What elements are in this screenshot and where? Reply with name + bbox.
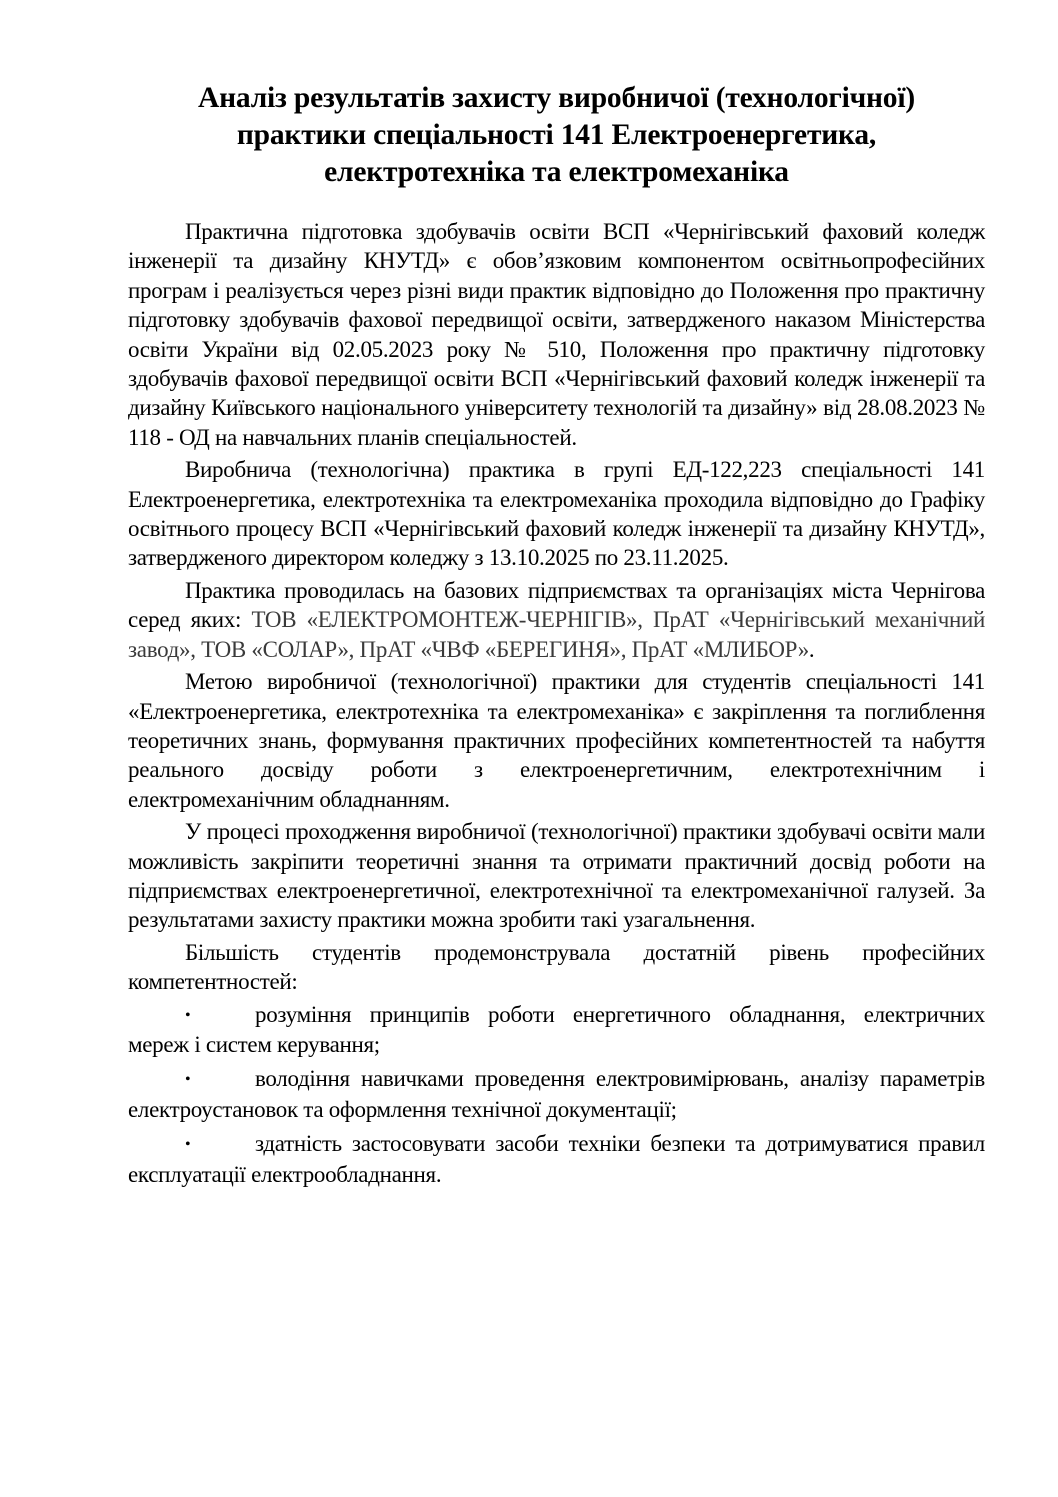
paragraph-practical-training: Практична підготовка здобувачів освіти ВСП «Чернігівський фаховий коледж інженерії та дизайну КНУТД» є обов’язковим компонентом освітньопрофесійних програм і реалізується через різні види практик відповідно до Положення про практичну підготовку здобувачів фахової передвищої освіти, затвердженого наказом Міністерства освіти України від 02.05.2023 року № 510, Положення про практичну підготовку здобувачів фахової передвищої освіти ВСП «Чернігівський фаховий коледж інженерії та дизайну Київського національного університету технологій та дизайну» від 28.08.2023 № 118 - ОД на навчальних планів спеціальностей.	[128, 219, 985, 450]
practice-bases-intro: Практика проводилась на базових підприємствах та організаціях міста Чернігова серед яких:	[128, 577, 985, 633]
paragraph-practice-schedule: Виробнича (технологічна) практика в групі ЕД-122,223 спеціальності 141 Електроенергетика, електротехніка та електромеханіка проходила відповідно до Графіку освітнього процесу ВСП «Чернігівський фаховий коледж інженерії та дизайну КНУТД», затвердженого директором коледжу з 13.10.2025 по 23.11.2025.	[128, 457, 985, 571]
bullet-icon: •	[185, 1136, 191, 1154]
document-title	[128, 80, 985, 191]
bullet-icon: •	[185, 1071, 191, 1089]
list-item	[128, 1000, 985, 1060]
paragraph-practice-results: У процесі проходження виробничої (технологічної) практики здобувачі освіти мали можливість закріпити теоретичні знання та отримати практичний досвід роботи на підприємствах електроенергетичної, електротехнічної та електромеханічної галузей. За результатами захисту практики можна зробити такі узагальнення.	[128, 819, 985, 933]
list-item-text: здатність застосовувати засоби техніки безпеки та дотримуватися правил експлуатації електрообладнання.	[128, 1131, 985, 1187]
paragraph-practice-bases	[128, 576, 985, 664]
practice-bases-end: .	[808, 636, 815, 662]
company-list: ТОВ «ЕЛЕКТРОМОНТЕЖ-ЧЕРНІГІВ», ПрАТ «Чернігівський механічний завод», ТОВ «СОЛАР», ПрАТ «ЧВФ «БЕРЕГИНЯ», ПрАТ «МЛИБОР»	[128, 607, 985, 662]
competencies-list	[128, 1000, 985, 1189]
document-page	[128, 80, 985, 1194]
paragraph-practice-goal: Метою виробничої (технологічної) практики для студентів спеціальності 141 «Електроенергетика, електротехніка та електромеханіка» є закріплення та поглиблення теоретичних знань, формування практичних професійних компетентностей та набуття реального досвіду роботи з електроенергетичним, електротехнічним і електромеханічним обладнанням.	[128, 669, 985, 812]
list-item	[128, 1064, 985, 1124]
title-line-3: електротехніка та електромеханіка	[324, 156, 789, 188]
title-line-2: практики спеціальності 141 Електроенергетика,	[236, 119, 877, 151]
list-item-text: розуміння принципів роботи енергетичного обладнання, електричних мереж і систем керування;	[128, 1001, 985, 1057]
title-line-1: Аналіз результатів захисту виробничої (технологічної)	[198, 82, 915, 114]
list-item	[128, 1129, 985, 1189]
bullet-icon: •	[185, 1006, 191, 1024]
list-item-text: володіння навичками проведення електровимірювань, аналізу параметрів електроустановок та оформлення технічної документації;	[128, 1066, 985, 1122]
paragraph-competencies-intro: Більшість студентів продемонструвала достатній рівень професійних компетентностей:	[128, 939, 985, 995]
